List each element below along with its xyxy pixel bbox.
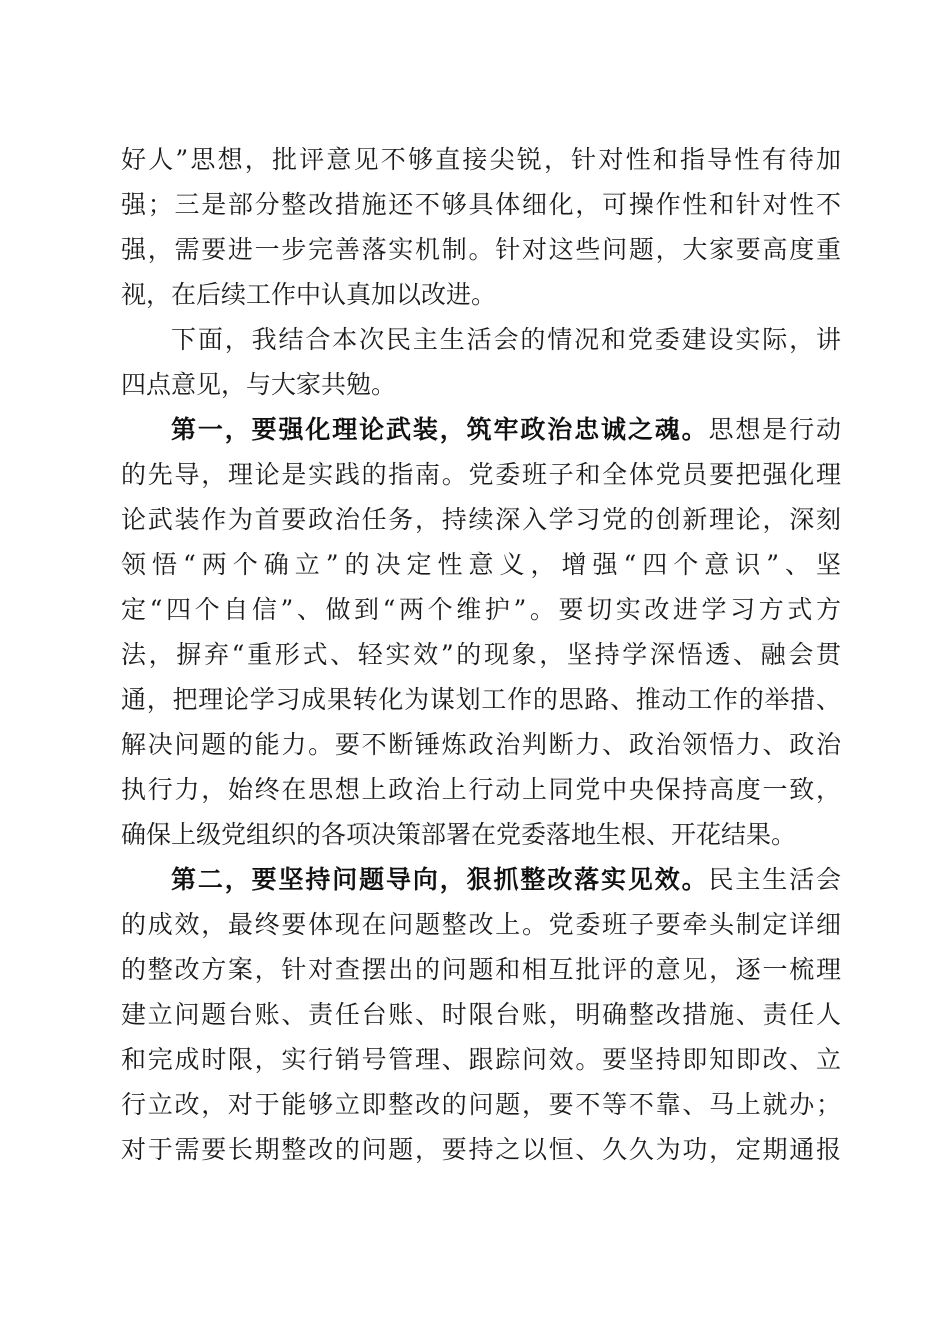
paragraph-1-line-4: 视，在后续工作中认真加以改进。 [121, 280, 497, 309]
paragraph-4-line-4: 建立问题台账、责任台账、时限台账，明确整改措施、责任人 [121, 1000, 841, 1029]
paragraph-3-line-4: 领悟“两个确立”的决定性意义，增强“四个意识”、坚 [121, 550, 841, 579]
paragraph-4-heading: 第二，要坚持问题导向，狠抓整改落实见效。 [171, 865, 709, 894]
paragraph-2-line-2: 四点意见，与大家共勉。 [121, 370, 397, 399]
paragraph-4-line-6: 行立改，对于能够立即整改的问题，要不等不靠、马上就办； [121, 1090, 841, 1119]
paragraph-1-line-2: 强；三是部分整改措施还不够具体细化，可操作性和针对性不 [121, 190, 841, 219]
paragraph-3-line-9: 执行力，始终在思想上政治上行动上同党中央保持高度一致， [121, 775, 841, 804]
paragraph-3-heading: 第一，要强化理论武装，筑牢政治忠诚之魂。 [171, 415, 709, 444]
paragraph-3-line-6: 法，摒弃“重形式、轻实效”的现象，坚持学深悟透、融会贯 [121, 640, 841, 669]
paragraph-3-line-10: 确保上级党组织的各项决策部署在党委落地生根、开花结果。 [121, 820, 797, 849]
paragraph-1-line-3: 强，需要进一步完善落实机制。针对这些问题，大家要高度重 [121, 235, 841, 264]
paragraph-3-line-3: 论武装作为首要政治任务，持续深入学习党的创新理论，深刻 [121, 505, 841, 534]
paragraph-3-line-1 [171, 407, 841, 453]
paragraph-2-line-1: 下面，我结合本次民主生活会的情况和党委建设实际，讲 [171, 325, 841, 354]
paragraph-4-line-2: 的成效，最终要体现在问题整改上。党委班子要牵头制定详细 [121, 910, 841, 939]
paragraph-4-line-1 [171, 857, 841, 903]
paragraph-3-first-line-rest: 思想是行动 [708, 415, 841, 444]
paragraph-3-line-5: 定“四个自信”、做到“两个维护”。要切实改进学习方式方 [121, 595, 841, 624]
paragraph-4-first-line-rest: 民主生活会 [708, 865, 841, 894]
paragraph-4-line-7: 对于需要长期整改的问题，要持之以恒、久久为功，定期通报 [121, 1135, 841, 1164]
paragraph-3-line-7: 通，把理论学习成果转化为谋划工作的思路、推动工作的举措、 [121, 685, 841, 714]
paragraph-4-line-3: 的整改方案，针对查摆出的问题和相互批评的意见，逐一梳理 [121, 955, 841, 984]
paragraph-4-line-5: 和完成时限，实行销号管理、跟踪问效。要坚持即知即改、立 [121, 1045, 841, 1074]
paragraph-3-line-8: 解决问题的能力。要不断锤炼政治判断力、政治领悟力、政治 [121, 730, 841, 759]
paragraph-3-line-2: 的先导，理论是实践的指南。党委班子和全体党员要把强化理 [121, 460, 841, 489]
paragraph-1-line-1: 好人”思想，批评意见不够直接尖锐，针对性和指导性有待加 [121, 145, 841, 174]
